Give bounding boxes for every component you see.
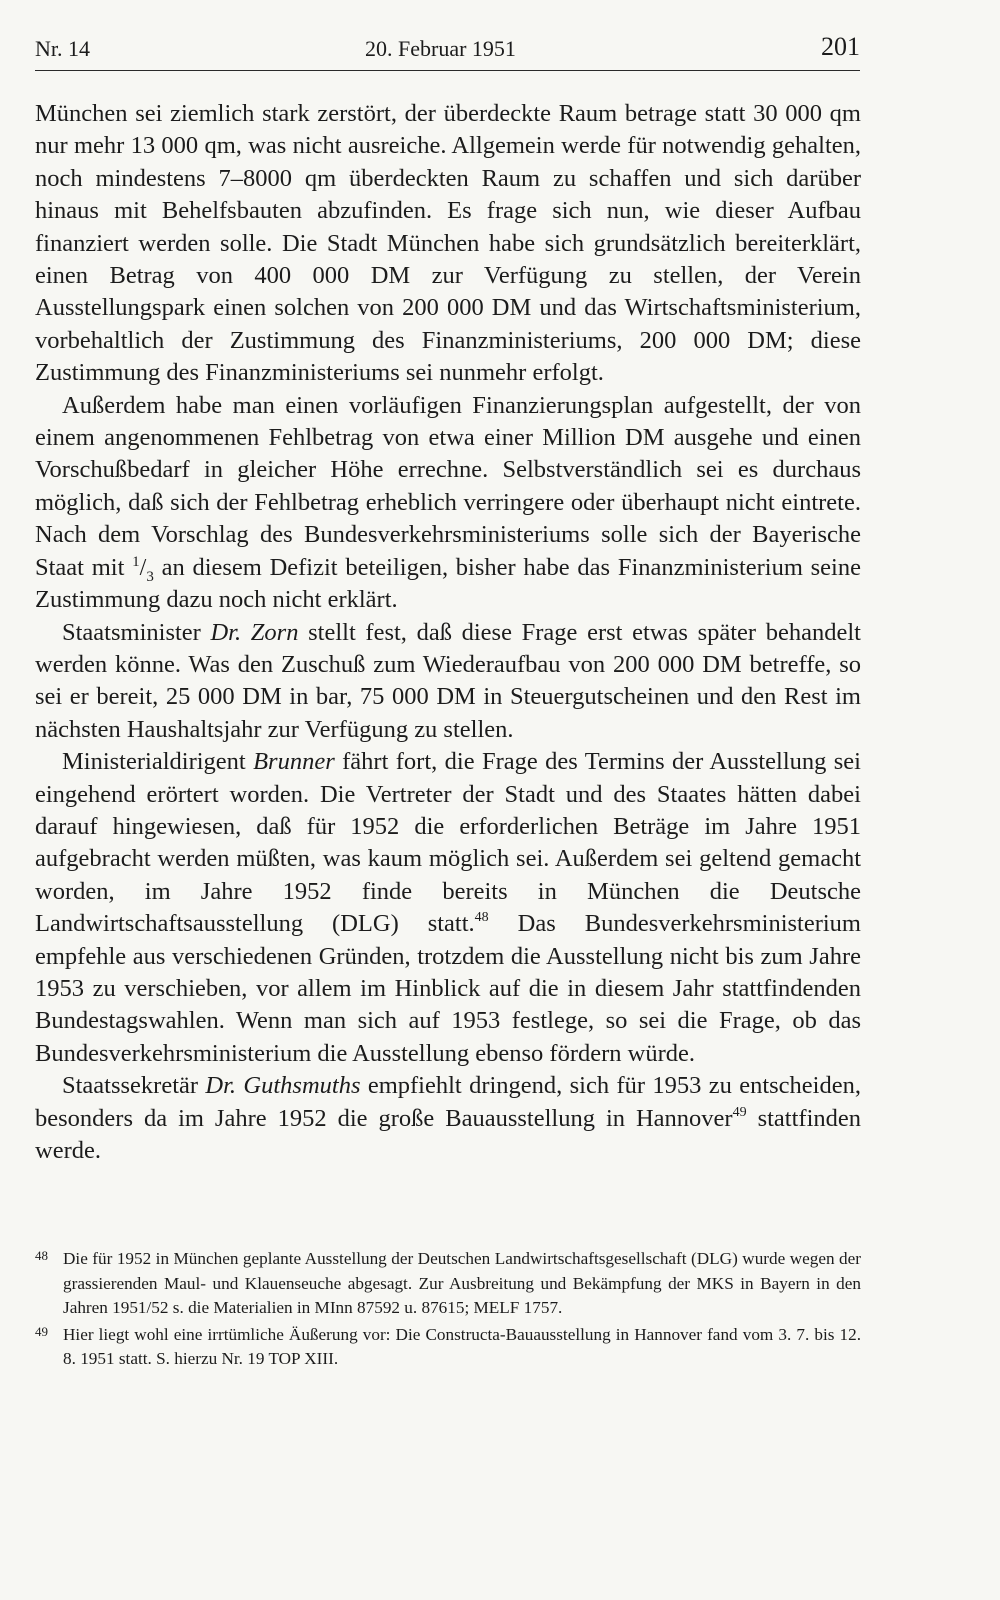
fraction-denominator: 3 (146, 568, 154, 585)
footnote-number: 49 (35, 1323, 48, 1339)
paragraph-4-text: fährt fort, die Frage des Termins der Ausstellung sei eingehend erörtert worden. Die Vertreter der Stadt und des Staates hätten dabei darauf hingewiesen, daß für 1952 die erforderlichen Beträge im Jahre 1951 aufgebracht werden müßten, was kaum möglich sei. Außerdem sei geltend gemacht worden, im Jahre 1952 finde bereits in München die Deutsche Landwirtschaftsausstellung (DLG) statt. (35, 748, 861, 938)
footnote-ref-49[interactable]: 49 (732, 1104, 747, 1120)
fraction-slash: / (139, 554, 147, 581)
paragraph-4 (35, 746, 861, 1070)
footnotes (35, 1247, 861, 1374)
fraction-numerator: 1 (132, 553, 140, 570)
paragraph-2 (35, 390, 861, 617)
footnote-48 (35, 1247, 861, 1321)
running-header (35, 32, 860, 71)
footnote-text: Die für 1952 in München geplante Ausstellung der Deutschen Landwirtschaftsgesellschaft (DLG) wurde wegen der grassierenden Maul- und Klauenseuche abgesagt. Zur Ausbreitung und Bekämpfung der MKS in Bayern in den Jahren 1951/52 s. die Materialien in MInn 87592 u. 87615; MELF 1757. (63, 1249, 861, 1318)
paragraph-3-prefix: Staatsminister (62, 618, 211, 646)
speaker-name-guthsmuths: Dr. Guthsmuths (205, 1072, 361, 1100)
paragraph-5-tail: stattfinden werde. (35, 1104, 861, 1164)
paragraph-5-prefix: Staatssekretär (62, 1072, 206, 1100)
footnote-text: Hier liegt wohl eine irrtümliche Äußerung vor: Die Constructa-Bauausstellung in Hannover fand vom 3. 7. bis 12. 8. 1951 statt. S. hierzu Nr. 19 TOP XIII. (63, 1324, 861, 1369)
speaker-name-brunner: Brunner (253, 748, 335, 776)
issue-number: Nr. 14 (35, 36, 90, 61)
paragraph-1: München sei ziemlich stark zerstört, der überdeckte Raum betrage statt 30 000 qm nur mehr 13 000 qm, was nicht ausreiche. Allgemein werde für notwendig gehalten, noch mindestens 7–8000 qm überdeckten Raum zu schaffen und sich darüber hinaus mit Behelfsbauten abzufinden. Es frage sich nun, wie dieser Aufbau finanziert werden solle. Die Stadt München habe sich grundsätzlich bereiterklärt, einen Betrag von 400 000 DM zur Verfügung zu stellen, der Verein Ausstellungspark einen solchen von 200 000 DM und das Wirtschaftsministerium, vorbehaltlich der Zustimmung des Finanzministeriums, 200 000 DM; diese Zustimmung des Finanzministeriums sei nunmehr erfolgt. (35, 100, 861, 387)
speaker-name-zorn: Dr. Zorn (210, 618, 299, 646)
footnote-number: 48 (35, 1248, 48, 1263)
body-text (35, 98, 861, 1167)
paragraph-2-text-after: an diesem Defizit beteiligen, bisher habe das Finanzministerium seine Zustimmung dazu noch nicht erklärt. (35, 553, 861, 614)
paragraph-4-tail: Das Bundesverkehrsministerium empfehle aus verschiedenen Gründen, trotzdem die Ausstellung nicht bis zum Jahre 1953 zu verschieben, vor allem im Hinblick auf die in diesem Jahr stattfindenden Bundestagswahlen. Wenn man sich auf 1953 festlege, so sei die Frage, ob das Bundesverkehrsministerium die Ausstellung ebenso fördern würde. (35, 910, 861, 1067)
page-number: 201 (821, 32, 860, 61)
paragraph-5-text: empfiehlt dringend, sich für 1953 zu entscheiden, besonders da im Jahre 1952 die große Bauausstellung in Hannover (35, 1072, 861, 1132)
fraction-one-third (132, 553, 154, 585)
paragraph-3 (35, 617, 861, 747)
header-date: 20. Februar 1951 (365, 36, 516, 61)
paragraph-2-text-before: Außerdem habe man einen vorläufigen Finanzierungsplan aufgestellt, der von einem angenommenen Fehlbetrag von etwa einer Million DM ausgehe und einen Vorschußbedarf in gleicher Höhe errechne. Selbstverständlich sei es durchaus möglich, daß sich der Fehlbetrag erheblich verringere oder überhaupt nicht eintrete. Nach dem Vorschlag des Bundesverkehrsministeriums solle sich der Bayerische Staat mit (35, 391, 861, 581)
footnote-ref-48[interactable]: 48 (474, 910, 489, 926)
paragraph-4-prefix: Ministerialdirigent (62, 748, 254, 776)
paragraph-5 (35, 1070, 861, 1167)
footnote-49 (35, 1323, 861, 1372)
paragraph-3-text: stellt fest, daß diese Frage erst etwas später behandelt werden könne. Was den Zuschuß zum Wiederaufbau von 200 000 DM betreffe, so sei er bereit, 25 000 DM in bar, 75 000 DM in Steuergutscheinen und den Rest im nächsten Haushaltsjahr zur Verfügung zu stellen. (35, 618, 861, 743)
